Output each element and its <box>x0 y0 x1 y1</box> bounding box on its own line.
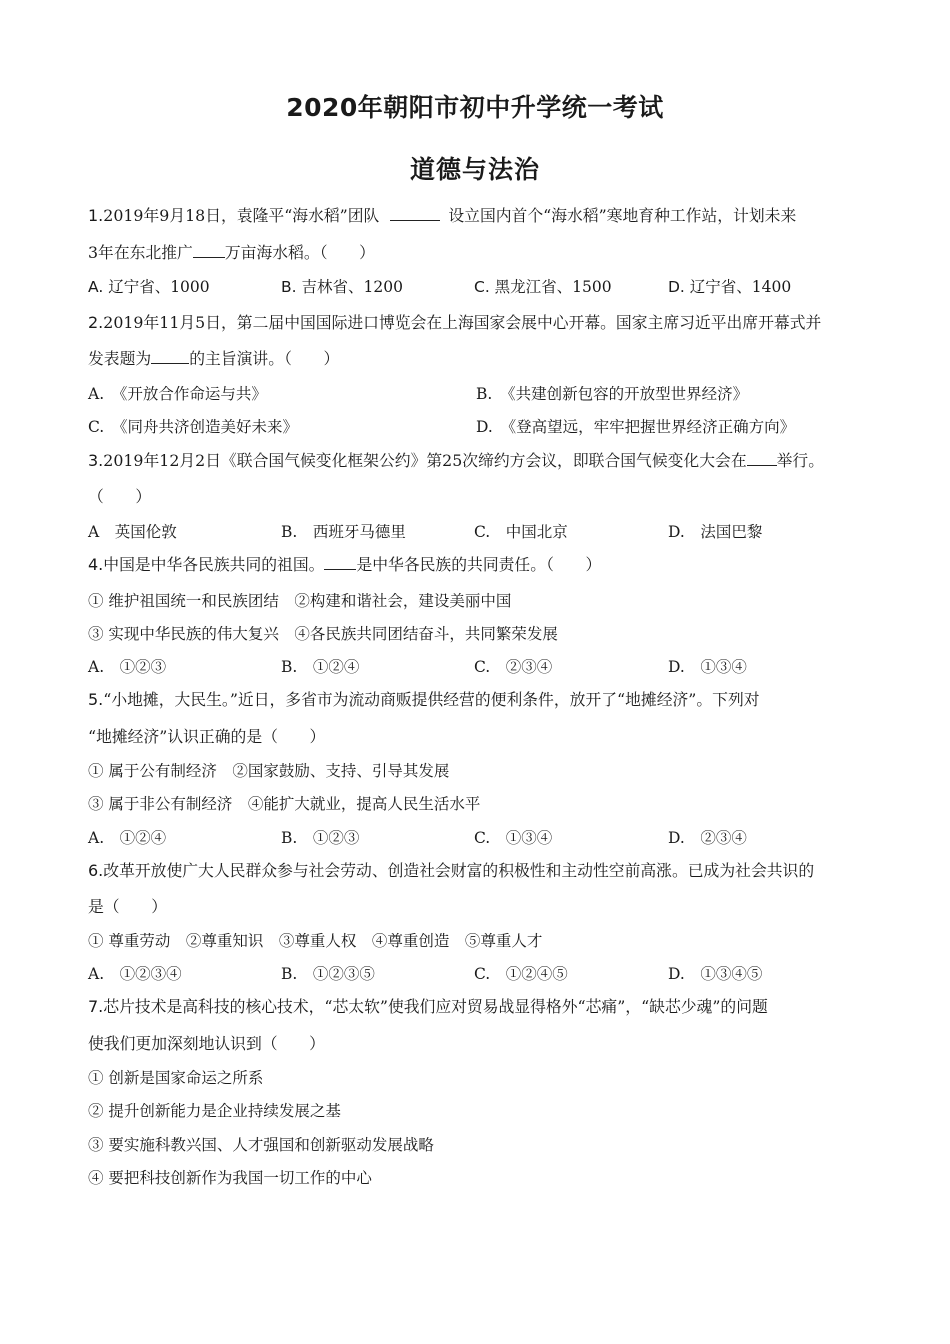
question-1-line-1: 1.2019年9月18日，袁隆平“海水稻”团队 设立国内首个“海水稻”寒地育种工作站，计划未来 <box>88 206 797 225</box>
q6-option-d: D. ①③④⑤ <box>668 965 763 983</box>
q7-statement-4: ④ 要把科技创新作为我国一切工作的中心 <box>88 1169 372 1187</box>
q5-statement-line-2: ③ 属于非公有制经济 ④能扩大就业，提高人民生活水平 <box>88 795 481 813</box>
question-6-line-2: 是（ ） <box>88 897 167 916</box>
q3-option-d: D. 法国巴黎 <box>668 523 763 541</box>
q1-option-c: C. 黑龙江省、1500 <box>474 278 612 296</box>
q4-option-a: A. ①②③ <box>88 658 167 676</box>
question-4-number: 4. <box>88 555 104 574</box>
q3-option-b: B. 西班牙马德里 <box>281 523 406 541</box>
question-3-number: 3. <box>88 451 104 470</box>
question-6-line-1: 6.改革开放使广大人民群众参与社会劳动、创造社会财富的积极性和主动性空前高涨。已成为社会共识的 <box>88 861 815 880</box>
question-2-line-1: 2.2019年11月5日，第二届中国国际进口博览会在上海国家会展中心开幕。国家主席习近平出席开幕式并 <box>88 313 822 332</box>
question-2-line-2: 发表题为 的主旨演讲。（ ） <box>88 349 340 368</box>
q5-option-a: A. ①②④ <box>88 829 167 847</box>
q4-statement-line-1: ① 维护祖国统一和民族团结 ②构建和谐社会，建设美丽中国 <box>88 592 512 610</box>
answer-blank <box>193 243 225 258</box>
q3-option-a: A 英国伦敦 <box>88 523 177 541</box>
q6-option-a: A. ①②③④ <box>88 965 182 983</box>
answer-blank <box>747 451 777 466</box>
q6-option-c: C. ①②④⑤ <box>474 965 568 983</box>
question-6-number: 6. <box>88 861 104 880</box>
question-5-line-1: 5.“小地摊，大民生。”近日，多省市为流动商贩提供经营的便利条件，放开了“地摊经济”。下列对 <box>88 690 760 709</box>
q7-statement-2: ② 提升创新能力是企业持续发展之基 <box>88 1102 341 1120</box>
q6-option-b: B. ①②③⑤ <box>281 965 375 983</box>
q1-option-a: A. 辽宁省、1000 <box>88 278 210 296</box>
q4-statement-line-2: ③ 实现中华民族的伟大复兴 ④各民族共同团结奋斗，共同繁荣发展 <box>88 625 558 643</box>
question-5-line-2: “地摊经济”认识正确的是（ ） <box>88 727 326 746</box>
q2-option-d: D. 《登高望远，牢牢把握世界经济正确方向》 <box>476 418 796 436</box>
q2-option-a: A. 《开放合作命运与共》 <box>88 385 267 403</box>
q3-option-c: C. 中国北京 <box>474 523 568 541</box>
q5-option-b: B. ①②③ <box>281 829 360 847</box>
q2-option-b: B. 《共建创新包容的开放型世界经济》 <box>476 385 749 403</box>
question-4-line-1: 4.中国是中华各民族共同的祖国。 是中华各民族的共同责任。（ ） <box>88 555 602 574</box>
q4-option-b: B. ①②④ <box>281 658 360 676</box>
question-5-number: 5. <box>88 690 104 709</box>
exam-title: 2020年朝阳市初中升学统一考试 <box>286 93 664 122</box>
q2-option-c: C. 《同舟共济创造美好未来》 <box>88 418 298 436</box>
q6-statement-line-1: ① 尊重劳动 ②尊重知识 ③尊重人权 ④尊重创造 ⑤尊重人才 <box>88 932 543 950</box>
question-1-line-2: 3年在东北推广 万亩海水稻。（ ） <box>88 243 375 262</box>
q1-option-d: D. 辽宁省、1400 <box>668 278 792 296</box>
q5-statement-line-1: ① 属于公有制经济 ②国家鼓励、支持、引导其发展 <box>88 762 450 780</box>
q5-option-c: C. ①③④ <box>474 829 553 847</box>
q7-statement-1: ① 创新是国家命运之所系 <box>88 1069 264 1087</box>
answer-blank <box>151 349 189 364</box>
answer-blank <box>324 555 356 570</box>
q1-option-b: B. 吉林省、1200 <box>281 278 403 296</box>
question-7-line-1: 7.芯片技术是高科技的核心技术，“芯太软”使我们应对贸易战显得格外“芯痛”，“缺芯少魂”的问题 <box>88 997 768 1016</box>
question-7-number: 7. <box>88 997 104 1016</box>
answer-blank <box>390 206 440 221</box>
q7-statement-3: ③ 要实施科教兴国、人才强国和创新驱动发展战略 <box>88 1136 434 1154</box>
question-1-number: 1. <box>88 206 104 225</box>
q4-option-c: C. ②③④ <box>474 658 553 676</box>
q4-option-d: D. ①③④ <box>668 658 747 676</box>
question-7-line-2: 使我们更加深刻地认识到（ ） <box>88 1034 325 1053</box>
exam-subject: 道德与法治 <box>409 155 540 184</box>
question-3-line-1: 3.2019年12月2日《联合国气候变化框架公约》第25次缔约方会议，即联合国气候变化大会在 举行。 <box>88 451 825 470</box>
question-3-line-2: （ ） <box>88 487 152 506</box>
q5-option-d: D. ②③④ <box>668 829 747 847</box>
question-2-number: 2. <box>88 313 104 332</box>
